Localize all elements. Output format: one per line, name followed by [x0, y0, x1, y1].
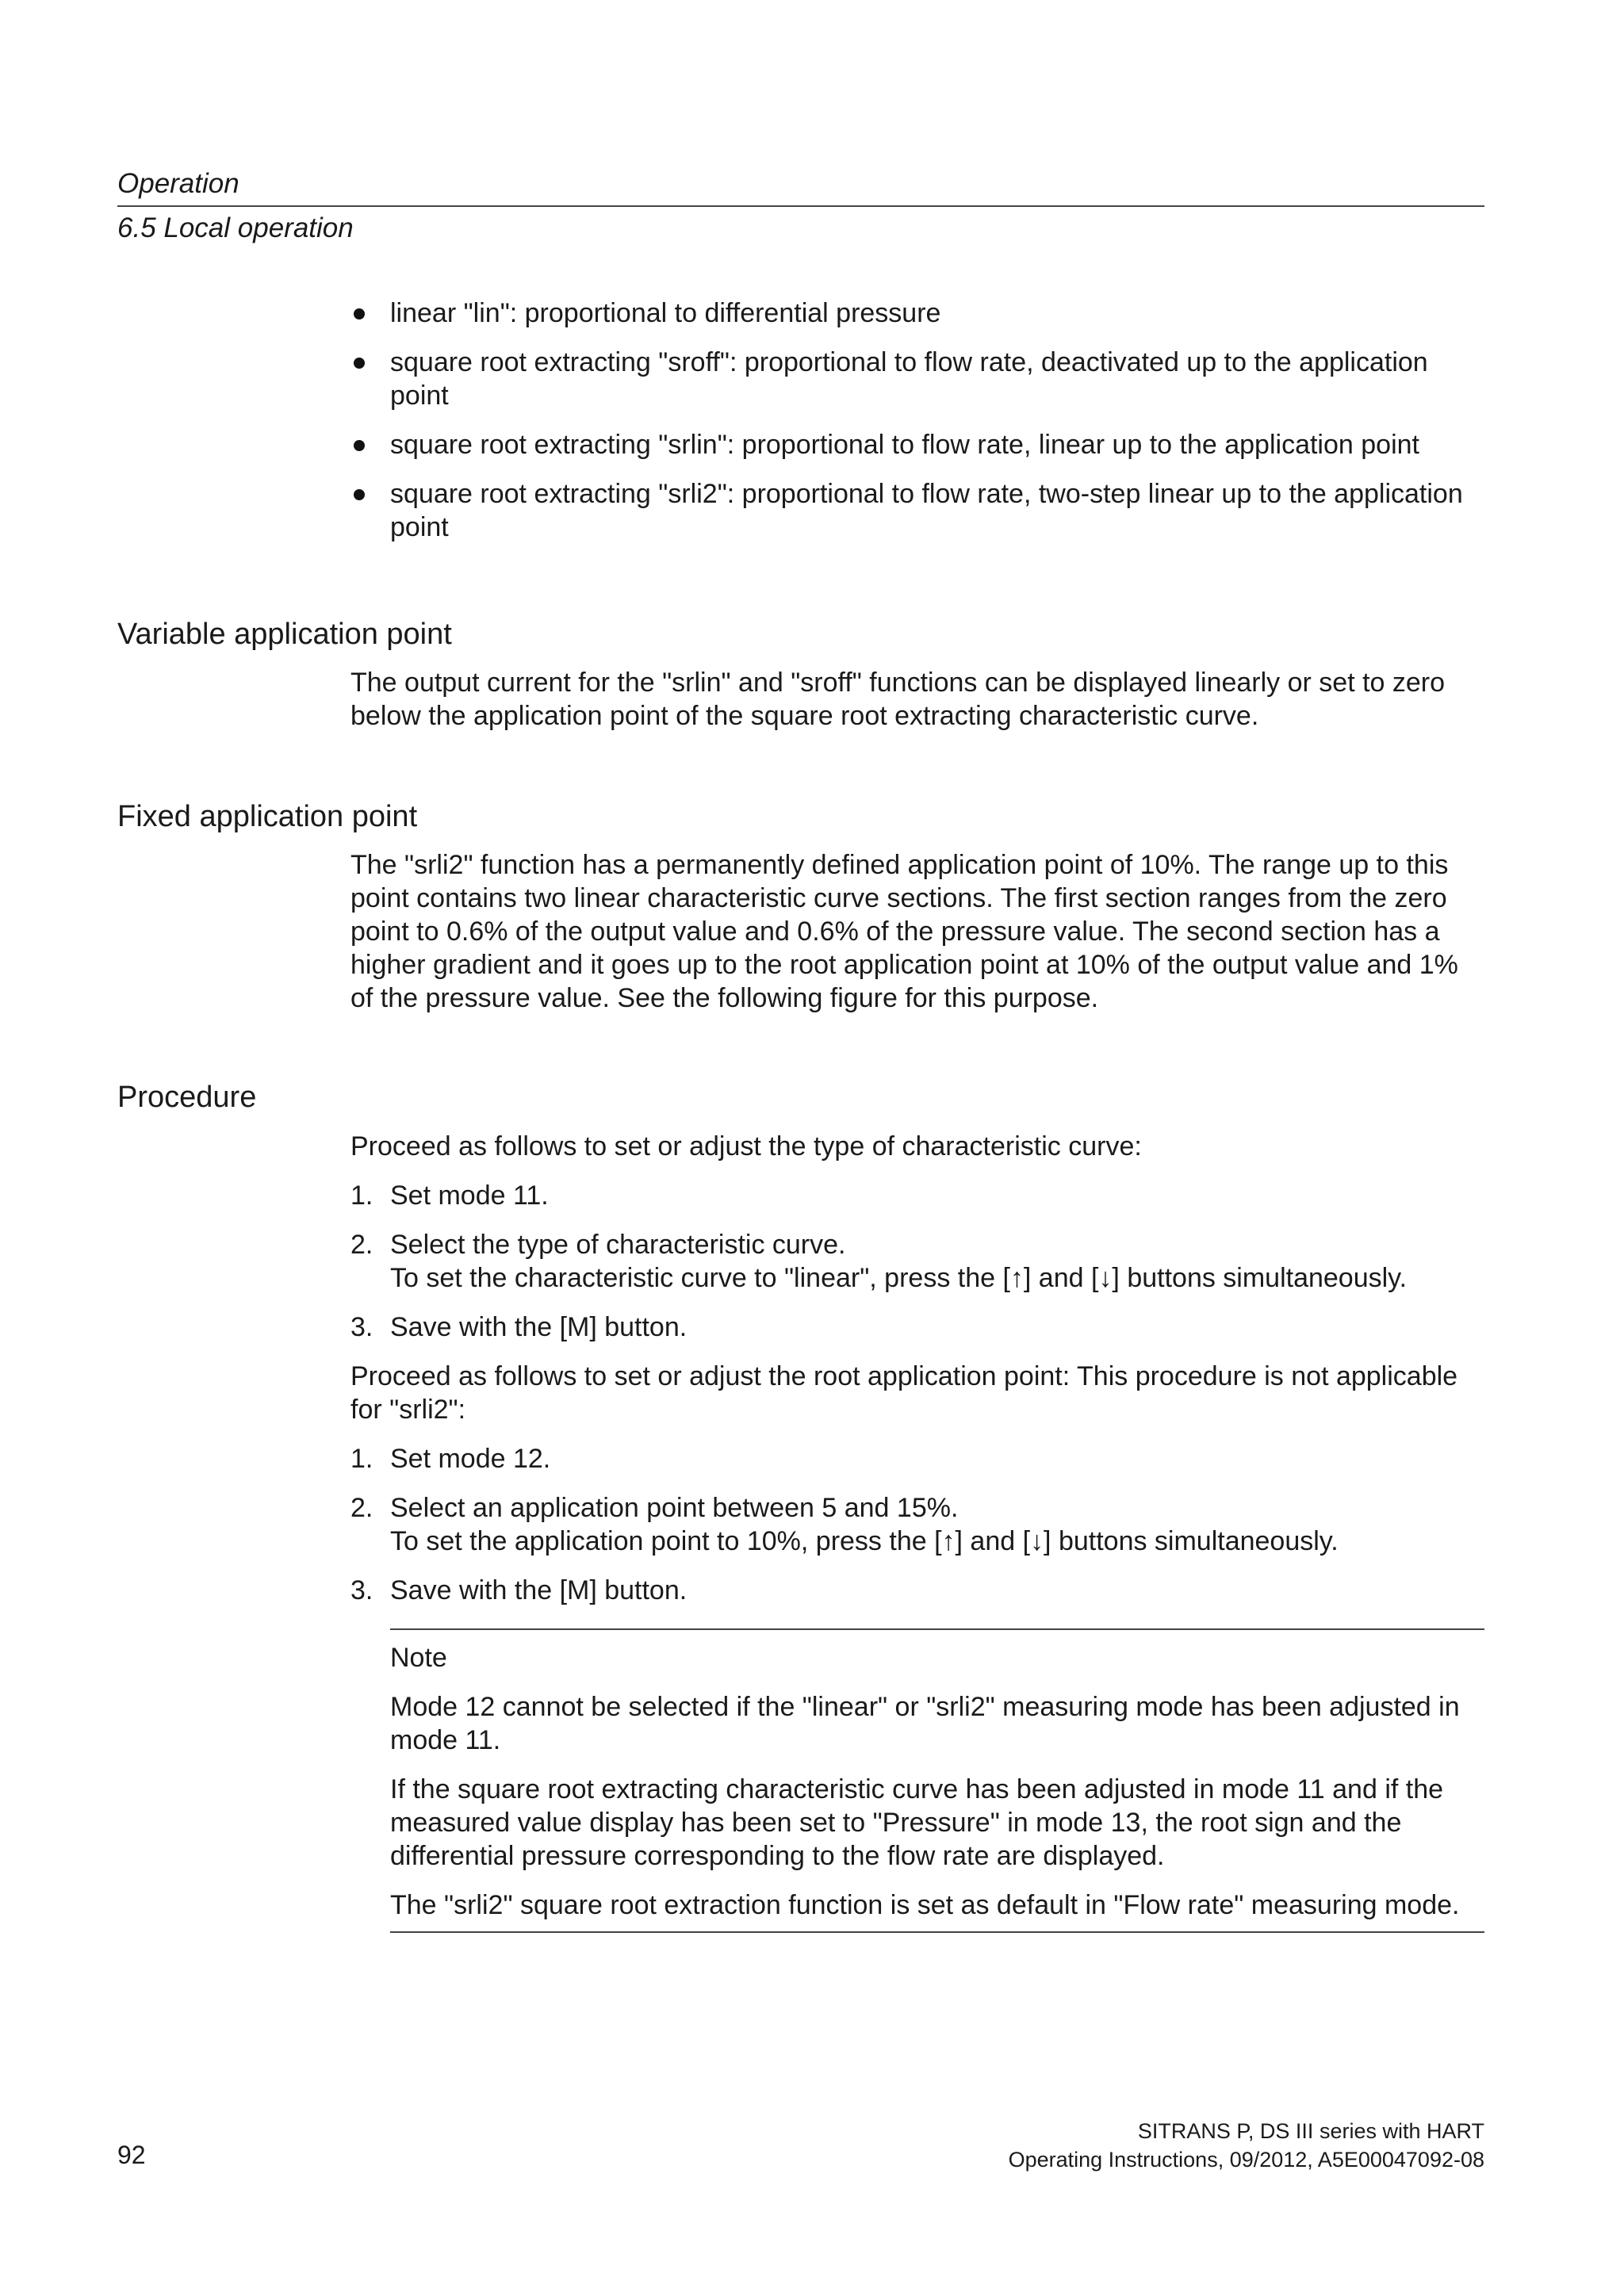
note-title: Note	[390, 1643, 447, 1673]
note-paragraph: If the square root extracting characteristic curve has been adjusted in mode 11 and if the measured value display has been set to "Pressure" in mode 13, the root sign and the differential pressure corresponding to the flow rate are displayed.	[390, 1774, 1444, 1871]
note-paragraph: Mode 12 cannot be selected if the "linear" or "srli2" measuring mode has been adjusted in mode 11.	[390, 1692, 1460, 1755]
list-item: square root extracting "srli2": proportional to flow rate, two-step linear up to the application point	[350, 477, 1484, 544]
procedure-steps-2	[350, 1442, 1484, 1607]
list-item: linear "lin": proportional to differential pressure	[350, 297, 1484, 330]
fixed-point-text: The "srli2" function has a permanently defined application point of 10%. The range up to this point contains two linear characteristic curve sections. The first section ranges from the zero point to 0.6% of the output value and 0.6% of the pressure value. The second section has a higher gradient and it goes up to the root application point at 10% of the output value and 1% of the pressure value. See the following figure for this purpose.	[350, 850, 1458, 1013]
header-chapter: Operation	[117, 168, 239, 199]
bullet-icon	[354, 440, 365, 451]
section-heading-fixed-point: Fixed application point	[117, 800, 418, 833]
header-divider	[117, 205, 1484, 207]
bullet-icon	[354, 489, 365, 500]
note-box	[390, 1628, 1484, 1933]
list-item: square root extracting "sroff": proportional to flow rate, deactivated up to the application point	[350, 346, 1484, 412]
variable-point-text: The output current for the "srlin" and "sroff" functions can be displayed linearly or set to zero below the application point of the square root extracting characteristic curve.	[350, 668, 1446, 731]
footer-product: SITRANS P, DS III series with HART	[1137, 2119, 1484, 2143]
list-item: 1. Set mode 11.	[350, 1181, 549, 1211]
list-item: 3. Save with the [M] button.	[350, 1575, 688, 1605]
procedure-steps-1	[350, 1179, 1484, 1344]
section-heading-variable-point: Variable application point	[117, 618, 452, 651]
section-heading-procedure: Procedure	[117, 1081, 257, 1114]
list-item: 2. Select the type of characteristic curve. To set the characteristic curve to "linear", press the [↑] and [↓] buttons simultaneously.	[350, 1230, 1408, 1293]
procedure-block	[350, 1130, 1484, 1623]
list-item: square root extracting "srlin": proportional to flow rate, linear up to the application point	[350, 428, 1484, 461]
footer-doc-info: Operating Instructions, 09/2012, A5E00047092-08	[1008, 2148, 1484, 2172]
procedure-intro-1: Proceed as follows to set or adjust the type of characteristic curve:	[350, 1131, 1142, 1161]
bullet-icon	[354, 358, 365, 369]
list-item: 3. Save with the [M] button.	[350, 1312, 688, 1342]
procedure-intro-2: Proceed as follows to set or adjust the root application point: This procedure is not applicable for "srli2":	[350, 1361, 1458, 1425]
list-item: 2. Select an application point between 5 and 15%. To set the application point to 10%, press the [↑] and [↓] buttons simultaneously.	[350, 1493, 1339, 1556]
header-section: 6.5 Local operation	[117, 212, 354, 243]
bullet-icon	[354, 308, 365, 320]
list-item: 1. Set mode 12.	[350, 1444, 551, 1474]
characteristic-bullet-list	[350, 297, 1484, 560]
page-number: 92	[117, 2141, 146, 2169]
note-paragraph: The "srli2" square root extraction function is set as default in "Flow rate" measuring mode.	[390, 1890, 1460, 1920]
